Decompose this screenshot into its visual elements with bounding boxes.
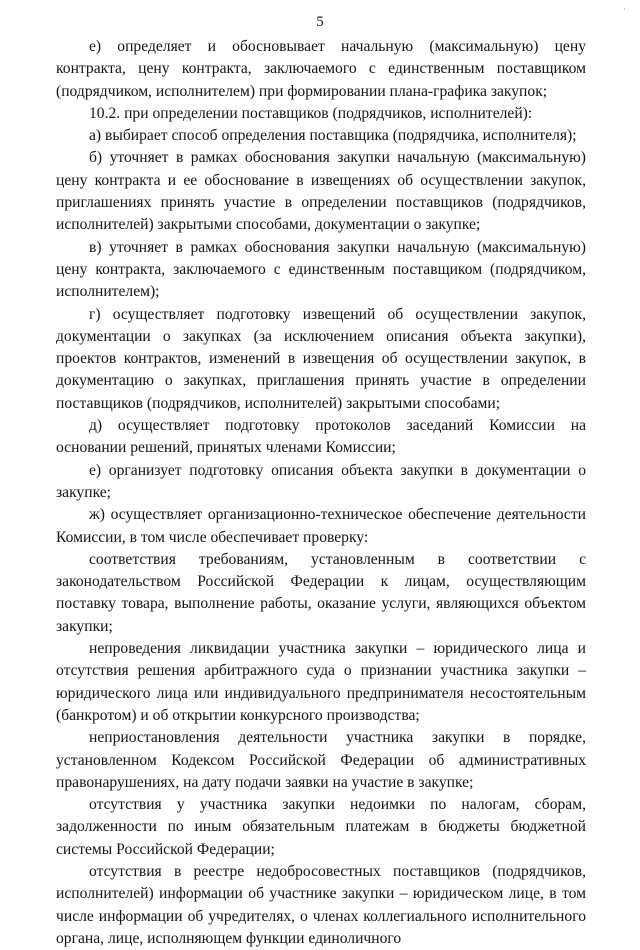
paragraph: 10.2. при определении поставщиков (подрядчиков, исполнителей):: [89, 104, 533, 122]
paragraph: ж) осуществляет организационно-техническое обеспечение деятельности Комиссии, в том числе обеспечивает проверку:: [56, 506, 586, 546]
page-number: 5: [316, 14, 324, 30]
paragraph: б) уточняет в рамках обоснования закупки начальную (максимальную) цену контракта и ее обоснование в извещениях об осуществлении закупок, приглашениях принять участие в определении поставщиков (подрядчиков, исполнителей) закрытыми способами, документации о закупке;: [56, 149, 586, 234]
paragraph: е) организует подготовку описания объекта закупки в документации о закупке;: [56, 461, 586, 501]
paragraph: е) определяет и обосновывает начальную (максимальную) цену контракта, цену контракта, заключаемого с единственным поставщиком (подрядчиком, исполнителем) при формировании плана-графика закупок;: [56, 38, 586, 100]
paragraph: а) выбирает способ определения поставщика (подрядчика, исполнителя);: [89, 127, 577, 145]
paragraph: д) осуществляет подготовку протоколов заседаний Комиссии на основании решений, принятых членами Комиссии;: [56, 417, 586, 457]
paragraph: г) осуществляет подготовку извещений об осуществлении закупок, документации о закупках (за исключением описания объекта закупки), проектов контрактов, изменений в извещения об осуществлении закупок, в документацию о закупках, приглашения принять участие в определении поставщиков (подрядчиков, исполнителей) закрытыми способами;: [56, 305, 586, 412]
scan-mark: ·: [623, 4, 626, 14]
paragraph: отсутствия у участника закупки недоимки по налогам, сборам, задолженности по иным обязательным платежам в бюджеты бюджетной системы Российской Федерации;: [56, 796, 586, 858]
paragraph: непроведения ликвидации участника закупки – юридического лица и отсутствия решения арбитражного суда о признании участника закупки – юридического лица или индивидуального предпринимателя несостоятельным (банкротом) и об открытии конкурсного производства;: [56, 640, 586, 724]
paragraph: соответствия требованиям, установленным в соответствии с законодательством Российской Федерации к лицам, осуществляющим поставку товара, выполнение работы, оказание услуги, являющихся объектом закупки;: [56, 550, 586, 635]
paragraph: отсутствия в реестре недобросовестных поставщиков (подрядчиков, исполнителей) информации об участнике закупки – юридическом лице, в том числе информации об учредителях, о членах коллегиального исполнительного органа, лице, исполняющем функции единоличного: [56, 862, 586, 947]
document-body: [56, 36, 586, 950]
paragraph: в) уточняет в рамках обоснования закупки начальную (максимальную) цену контракта, заключаемого с единственным поставщиком (подрядчиком, исполнителем);: [56, 238, 586, 301]
paragraph: неприостановления деятельности участника закупки в порядке, установленном Кодексом Российской Федерации об административных правонарушениях, на дату подачи заявки на участие в закупке;: [56, 729, 586, 791]
